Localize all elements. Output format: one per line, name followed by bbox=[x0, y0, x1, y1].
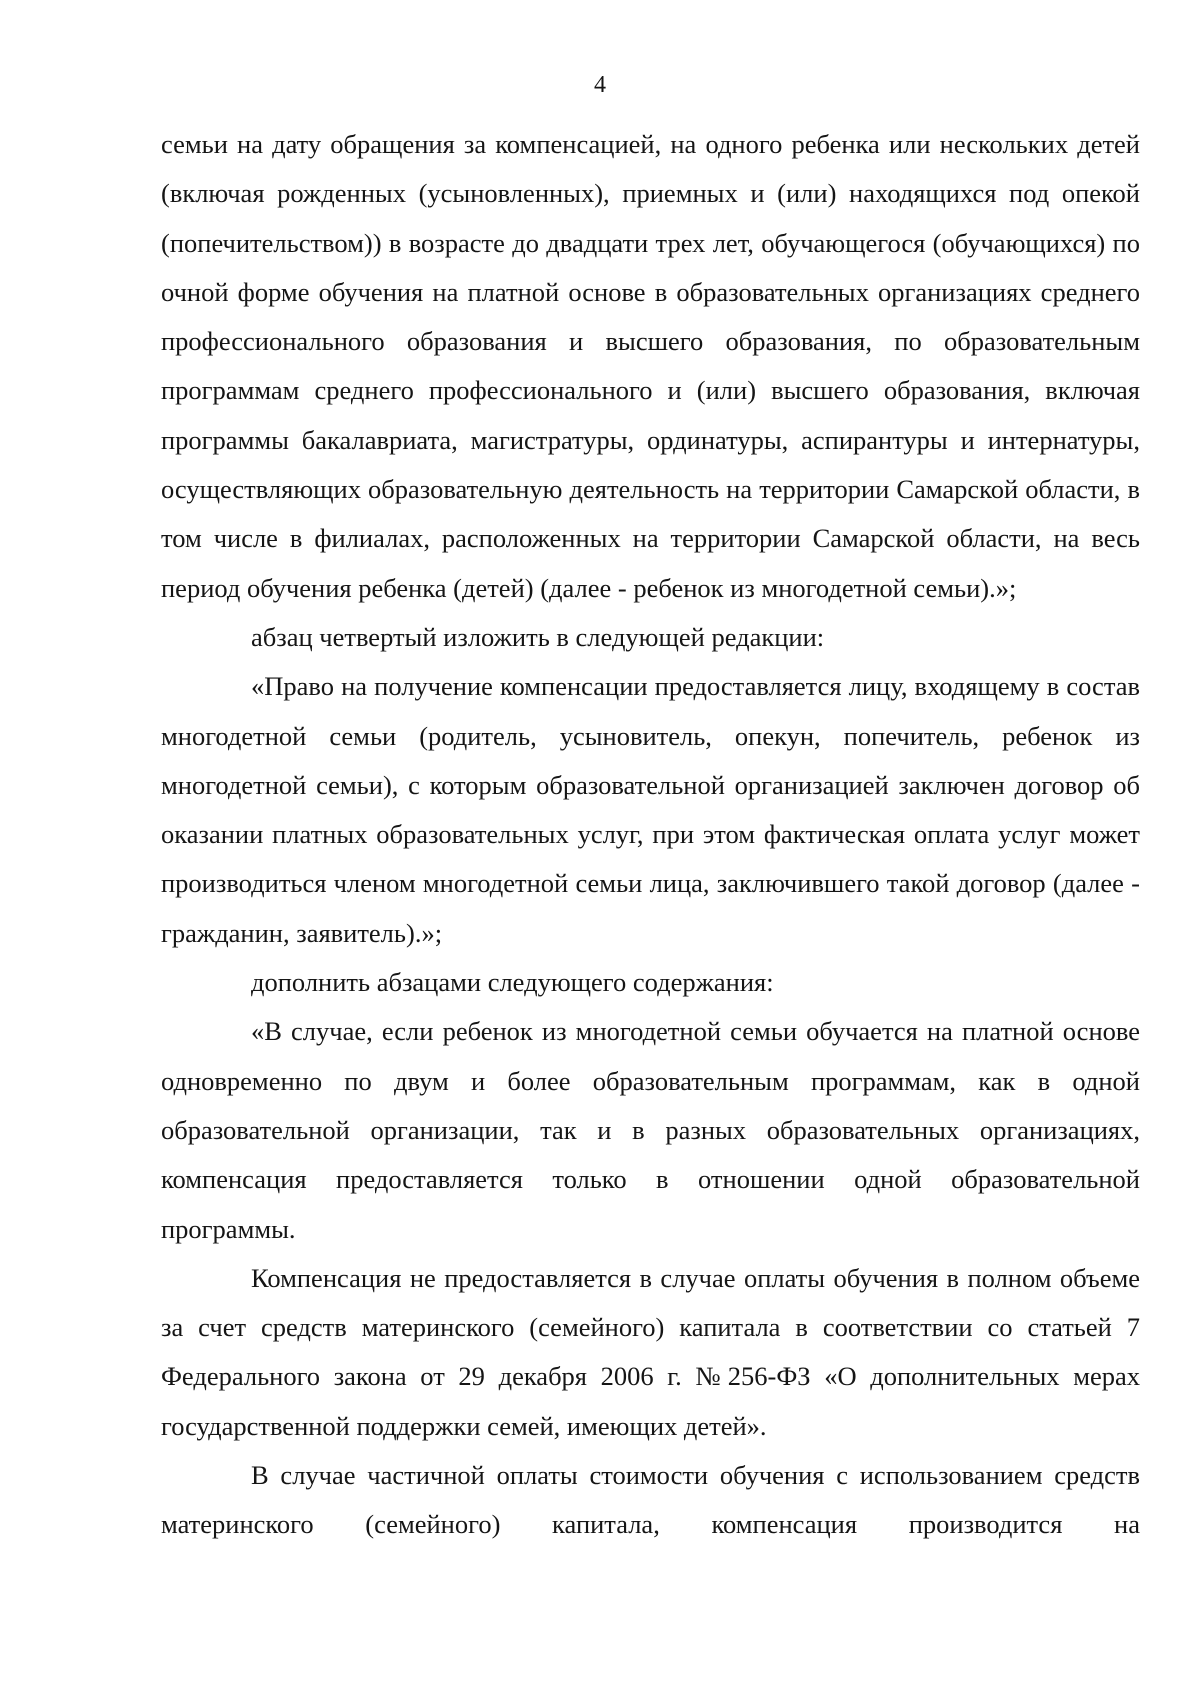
page-number: 4 bbox=[594, 72, 606, 98]
paragraph-right-to-compensation: «Право на получение компенсации предоставляется лицу, входящему в состав многодетной семьи (родитель, усыновитель, опекун, попечитель, ребенок из многодетной семьи), с которым образовательной организацией заключен договор об оказании платных образовательных услуг, при этом фактическая оплата услуг может производиться членом многодетной семьи лица, заключившего такой договор (далее - гражданин, заявитель).»; bbox=[161, 671, 1140, 948]
paragraph-family-definition: семьи на дату обращения за компенсацией, на одного ребенка или нескольких детей (включая рожденных (усыновленных), приемных и (или) находящихся под опекой (попечительством)) в возрасте до двадцати трех лет, обучающегося (обучающихся) по очной форме обучения на платной основе в образовательных организациях среднего профессионального образования и высшего образования, по образовательным программам среднего профессионального и (или) высшего образования, включая программы бакалавриата, магистратуры, ординатуры, аспирантуры и интернатуры, осуществляющих образовательную деятельность на территории Самарской области, в том числе в филиалах, расположенных на территории Самарской области, на весь период обучения ребенка (детей) (далее - ребенок из многодетной семьи).»; bbox=[161, 129, 1140, 603]
paragraph-maternity-capital-partial: В случае частичной оплаты стоимости обучения с использованием средств материнского (семейного) капитала, компенсация производится на bbox=[161, 1460, 1140, 1540]
paragraph-supplement-intro: дополнить абзацами следующего содержания: bbox=[251, 967, 774, 998]
paragraph-maternity-capital-full: Компенсация не предоставляется в случае оплаты обучения в полном объеме за счет средств материнского (семейного) капитала в соответствии со статьей 7 Федерального закона от 29 декабря 2006 г. №256-ФЗ «О дополнительных мерах государственной поддержки семей, имеющих детей». bbox=[161, 1262, 1140, 1441]
paragraph-multiple-programs: «В случае, если ребенок из многодетной семьи обучается на платной основе одновременно по двум и более образовательным программам, как в одной образовательной организации, так и в разных образовательных организациях, компенсация предоставляется только в отношении одной образовательной программы. bbox=[161, 1016, 1140, 1244]
document-body bbox=[161, 120, 1140, 1550]
paragraph-amendment-fourth: абзац четвертый изложить в следующей редакции: bbox=[251, 621, 825, 652]
